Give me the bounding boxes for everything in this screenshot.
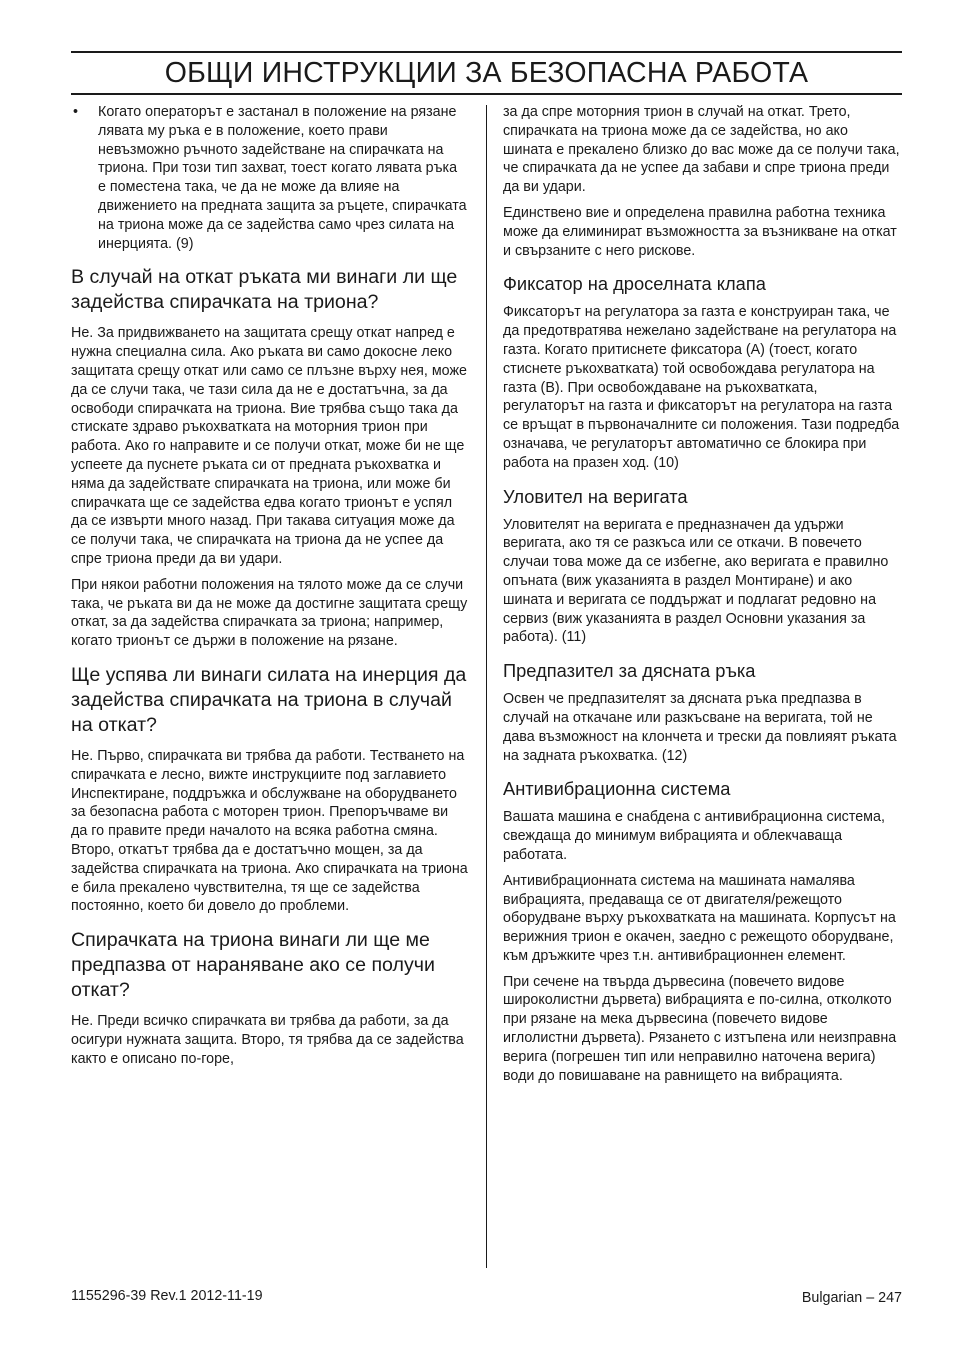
header-top-rule <box>71 51 902 53</box>
heading-inertia: Ще успява ли винаги силата на инерция да задейства спирачката на триона в случай на откат? <box>71 663 467 736</box>
right-column <box>503 103 900 1092</box>
bullet-dot: • <box>73 104 79 120</box>
paragraph: Антивибрационната система на машината намалява вибрацията, предаваща се от двигателя/режещото оборудване върху ръкохватката на машината. Корпусът на верижния трион е окачен, заедно с режещото оборудване, към дръжките чрез т.н. антивибрационнен елемент. <box>503 872 896 964</box>
paragraph: Вашата машина е снабдена с антивибрационна система, свеждаща до минимум вибрацията и облекчаваща работата. <box>503 809 885 863</box>
heading-right-hand-guard: Предпазител за дясната ръка <box>503 660 756 682</box>
document-reference: 1155296-39 Rev.1 2012-11-19 <box>71 1288 263 1304</box>
paragraph: При някои работни положения на тялото може да се случи така, че ръката ви да не може да достигне защитата срещу откат, за да задейства спирачката за триона; например, когато трионът се държи в положение на рязане. <box>71 576 468 650</box>
left-column <box>71 103 468 1075</box>
paragraph: за да спре моторния трион в случай на откат. Трето, спирачката на триона може да се задейства, но ако шината е прекалено близко до вас може да се получи така, че спирачката да не успее да забави и спре триона преди да ви удари. <box>503 104 900 196</box>
heading-kickback-hand: В случай на откат ръката ми винаги ли ще задейства спирачката на триона? <box>71 266 458 314</box>
heading-brake-protection: Спирачката на триона винаги ли ще ме предпазва от нараняване ако се получи откат? <box>71 929 435 1002</box>
paragraph: Не. Първо, спирачката ви трябва да работи. Тестването на спирачката е лесно, вижте инструкциите под заглавието Инспектиране, поддръжка и обслужване на оборудването за безопасна работа с моторен трион. Препоръчваме ви да го правите преди началото на всяка работна смяна. Второ, откатът трябва да е достатъчно мощен, за да задейства спирачката на триона. Ако спирачката на триона е била прекалено чувствителна, тя ще се задейства постоянно, което би довело до проблеми. <box>71 747 468 915</box>
bullet-text: Когато операторът е застанал в положение на рязане лявата му ръка е в положение, което прави невъзможно ръчното задействане на спирачката на триона. При този тип захват, тоест когато лявата ръка е поместена така, че да не може да влияе на движението на предната защита за ръцете, спирачката на триона може да се задейства само чрез силата на инерцията. (9) <box>98 104 467 252</box>
paragraph: Не. За придвижването на защитата срещу откат напред е нужна специална сила. Ако ръката ви само докосне леко защитата срещу откат или само се плъзне върху нея, може да се случи така, че тази сила да не е достатъчна, за да освободи спирачката на триона. Вие трябва също така да стискате здраво ръкохватката на моторния трион при работа. Ако го направите и се получи откат, може би не ще успеете да пуснете ръката си от предната ръкохватка и няма да задействате спирачката на триона, или може би спирачката ще се задейства едва когато трионът е успял да се извърти много назад. При такава ситуация може да се получи така, че спирачката на триона да не успее да спре триона преди да ви удари. <box>71 325 467 567</box>
bullet-item <box>71 103 468 253</box>
heading-throttle-lockout: Фиксатор на дроселната клапа <box>503 273 766 295</box>
paragraph: Единствено вие и определена правилна работна техника може да елиминират възможността за възникване на откат и свързаните с него рискове. <box>503 204 897 259</box>
page-number: Bulgarian – 247 <box>801 1290 902 1306</box>
column-divider <box>486 105 487 1268</box>
paragraph: Фиксаторът на регулатора за газта е конструиран така, че да предотвратява нежелано задействане на регулатора на газта. Когато притиснете фиксатора (A) (тоест, когато стиснете ръкохватката) той освобождава регулатора на газта (B). При освобождаване на ръкохватката, регулаторът на газта и фиксаторът на регулатора на газта се връщат в първоначалните си положения. Тази подредба означава, че регулаторът автоматично се блокира при работа на празен ход. (10) <box>503 304 900 471</box>
heading-chain-catcher: Уловител на веригата <box>503 485 688 507</box>
paragraph: Не. Преди всичко спирачката ви трябва да работи, за да осигури нужната защита. Второ, тя трябва да се задейства както е описано по-горе, <box>71 1013 464 1067</box>
heading-anti-vibration: Антивибрационна система <box>503 778 731 800</box>
paragraph: Освен че предпазителят за дясната ръка предпазва в случай на откачане или разкъсване на веригата, той не дава възможност на клончета и трески да повлияят ръката на задната ръкохватка. (12) <box>503 691 897 764</box>
paragraph: При сечене на твърда дървесина (повечето видове широколистни дървета) вибрацията е по-силна, отколкото при рязане на мека дървесина (повечето видове иглолистни дървета). Рязането с изтъпена или неизправна верига (погрешен тип или неправилно наточена верига) води до повишаване на равнището на вибрацията. <box>503 973 897 1084</box>
paragraph: Уловителят на веригата е предназначен да удържи веригата, ако тя се разкъса или се откачи. В повечето случаи това може да се избегне, ако веригата е правилно опъната (виж указанията в раздел Монтиране) и ако шината и веригата се поддържат и подлагат редовно на сервиз (виж указанията в раздел Основни указания за работа). (11) <box>503 516 889 646</box>
page-title: ОБЩИ ИНСТРУКЦИИ ЗА БЕЗОПАСНА РАБОТА <box>164 57 809 89</box>
header-bottom-rule <box>71 93 902 95</box>
